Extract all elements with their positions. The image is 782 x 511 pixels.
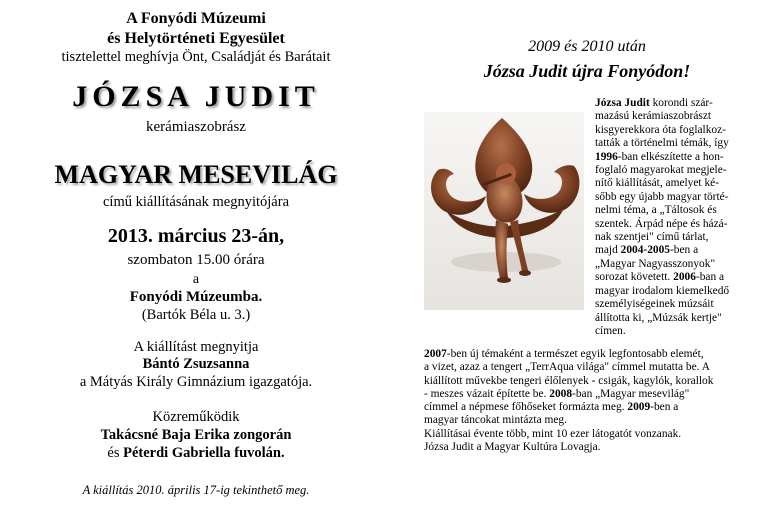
bottom-line: - meszes vázait építette be. 2008-ban „Magyar mesevilág" — [424, 387, 690, 400]
event-time: szombaton 15.00 órára — [127, 252, 265, 268]
ceramic-figure-image — [424, 112, 584, 310]
side-line: sőbb egy újabb magyar törté- — [595, 190, 729, 203]
performer-2: Péterdi Gabriella fuvolán. — [123, 445, 285, 461]
performer-2-line — [0, 445, 392, 462]
side-line: Józsa Judit korondi szár- — [595, 97, 713, 109]
opened-by-label: A kiállítást megnyitja — [133, 339, 259, 355]
footer-note: A kiállítás 2010. április 17-ig tekinthető meg. — [82, 483, 310, 497]
exhibition-subtitle: című kiállításának megnyitójára — [102, 194, 290, 210]
opener-role: a Mátyás Király Gimnázium igazgatója. — [79, 374, 313, 390]
side-line: kisgyerekkora óta foglalkoz- — [595, 123, 726, 136]
side-line: magyar irodalom kiemelkedő — [595, 284, 730, 297]
performer-2-prefix: és — [107, 445, 120, 461]
performers-label: Közreműködik — [152, 409, 240, 425]
bottom-line: magyar táncokat mintázta meg. — [424, 414, 567, 427]
side-line: nelmi téma, a „Táltosok és — [595, 204, 717, 217]
event-date: 2013. március 23-án, — [107, 225, 285, 247]
side-line: nak szentjei" című tárlat, — [595, 231, 709, 244]
article-side-text — [595, 97, 775, 338]
invite-line: tisztelettel meghívja Önt, Családját és Barátait — [61, 49, 331, 65]
connector-a: a — [192, 272, 200, 287]
side-line: „Magyar Nagyasszonyok" — [595, 257, 716, 270]
side-line: majd 2004-2005-ben a — [595, 244, 699, 257]
article-bottom-text — [424, 348, 780, 454]
artist-name: JÓZSA JUDIT — [72, 80, 320, 113]
article-title-2: Józsa Judit újra Fonyódon! — [483, 61, 691, 81]
venue-address: (Bartók Béla u. 3.) — [141, 307, 251, 323]
bottom-line: Józsa Judit a Magyar Kultúra Lovagja. — [424, 441, 601, 454]
org-line-1: A Fonyódi Múzeumi — [126, 10, 266, 27]
bottom-line: címmel a népmese főhőseket formázta meg. 2009-ben a — [424, 401, 679, 414]
side-line: sorozat követett. 2006-ban a — [595, 271, 725, 284]
article-title-1: 2009 és 2010 után — [528, 38, 646, 55]
side-line: szentek. Árpád népe és házá- — [595, 217, 728, 230]
sculpture-photo — [424, 112, 584, 310]
bottom-line: kiállított művekbe tengeri élőlenyek - csigák, kagylók, korallok — [424, 374, 714, 387]
bottom-line: a vizet, azaz a tengert „TerrAqua világa" címmel mutatta be. A — [424, 361, 710, 374]
bottom-line: 2007-ben új témaként a természet egyik legfontosabb elemét, — [424, 348, 704, 360]
bottom-line: Kiállításai évente több, mint 10 ezer látogatót vonzanak. — [424, 427, 682, 440]
org-line-2: és Helytörténeti Egyesület — [107, 30, 285, 47]
side-line: állította ki, „Múzsák kertje" — [595, 311, 722, 324]
artist-role: kerámiaszobrász — [146, 119, 246, 135]
exhibition-title: MAGYAR MESEVILÁG — [54, 160, 338, 189]
side-line: nítő kiállítását, amelyet ké- — [595, 177, 719, 190]
venue: Fonyódi Múzeumba. — [129, 289, 263, 305]
side-line: 1996-ban elkészítette a hon- — [595, 150, 724, 163]
side-line: mazású kerámiaszobrászt — [595, 110, 712, 123]
side-line: tatták a történelmi témák, így — [595, 137, 729, 150]
performer-1: Takácsné Baja Erika zongorán — [100, 427, 292, 443]
side-line: foglaló magyarokat megjele- — [595, 164, 727, 177]
opener-name: Bántó Zsuzsanna — [142, 356, 250, 372]
side-line: személyiségeinek múzsáit — [595, 298, 714, 311]
side-line: címen. — [595, 324, 626, 337]
